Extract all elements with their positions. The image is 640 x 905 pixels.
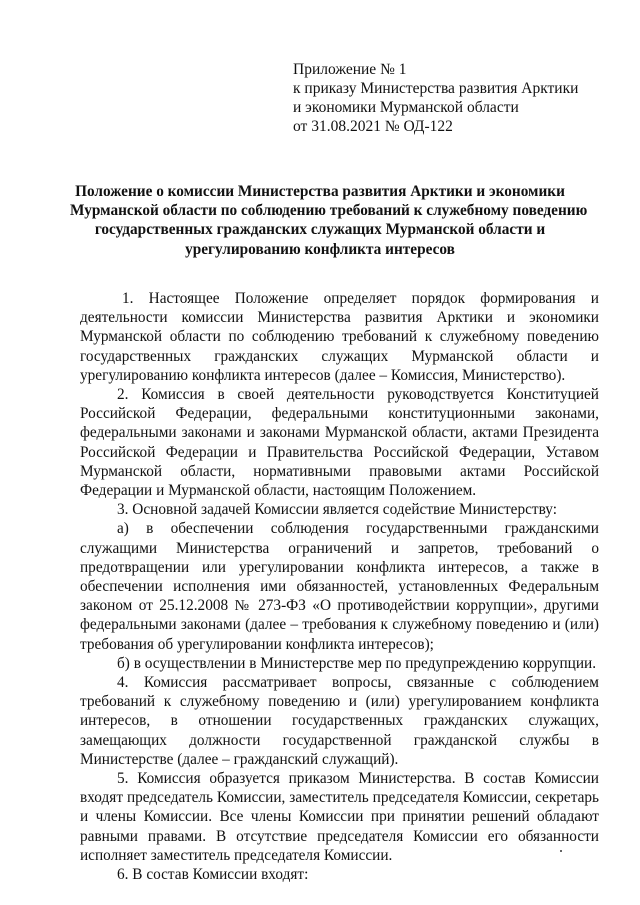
appendix-line: к приказу Министерства развития Арктики [293, 80, 579, 97]
paragraph-2: 2. Комиссия в своей деятельности руководствуется Конституцией Российской Федерации, федеральными конституционными законами, федеральными законами и законами Мурманской области, актами Президента Российской Федерации и Правительства Российской Федерации, Уставом Мурманской области, нормативными правовыми актами Российской Федерации и Мурманской области, настоящим Положением. [80, 386, 599, 500]
paragraph-3b: б) в осуществлении в Министерстве мер по предупреждению коррупции. [117, 654, 597, 672]
document-body [80, 289, 599, 884]
paragraph-5: 5. Комиссия образуется приказом Министерства. В состав Комиссии входят председатель Комиссии, заместитель председателя Комиссии, секретарь и члены Комиссии. Все члены Комиссии при принятии решений обладают равными правами. В отсутствие председателя Комиссии его обязанности исполняет заместитель председателя Комиссии. [80, 770, 599, 864]
title-line: урегулированию конфликта интересов [185, 240, 455, 258]
title-line: Положение о комиссии Министерства развития Арктики и экономики [75, 183, 565, 200]
paragraph-3a: а) в обеспечении соблюдения государственными гражданскими служащими Министерства ограничений и запретов, требований о предотвращении или урегулировании конфликта интересов, а также в обеспечении исполнения ими обязанностей, установленных Федеральным законом от 25.12.2008 № 273-ФЗ «О противодействии коррупции», другими федеральными законами (далее – требования к служебному поведению и (или) требования об урегулировании конфликта интересов); [80, 520, 599, 653]
title-line: государственных гражданских служащих Мурманской области и [94, 221, 546, 239]
appendix-header [293, 60, 613, 136]
document-title [70, 182, 588, 259]
appendix-line: Приложение № 1 [293, 61, 407, 78]
title-line: Мурманской области по соблюдению требований к служебному поведению [70, 202, 588, 220]
scan-speck [560, 850, 562, 852]
appendix-line: и экономики Мурманской области [293, 99, 519, 116]
paragraph-6: 6. В состав Комиссии входят: [117, 866, 309, 884]
paragraph-4: 4. Комиссия рассматривает вопросы, связанные с соблюдением требований к служебному поведению и (или) урегулированием конфликта интересов, в отношении государственных гражданских служащих, замещающих должности государственной гражданской службы в Министерстве (далее – гражданский служащий). [80, 674, 599, 768]
paragraph-3: 3. Основной задачей Комиссии является содействие Министерству: [117, 501, 557, 519]
paragraph-1: 1. Настоящее Положение определяет порядок формирования и деятельности комиссии Министерства развития Арктики и экономики Мурманской области по соблюдению требований к служебному поведению государственных гражданских служащих Мурманской области и урегулированию конфликта интересов (далее – Комиссия, Министерство). [80, 290, 599, 384]
appendix-line: от 31.08.2021 № ОД-122 [293, 118, 453, 135]
